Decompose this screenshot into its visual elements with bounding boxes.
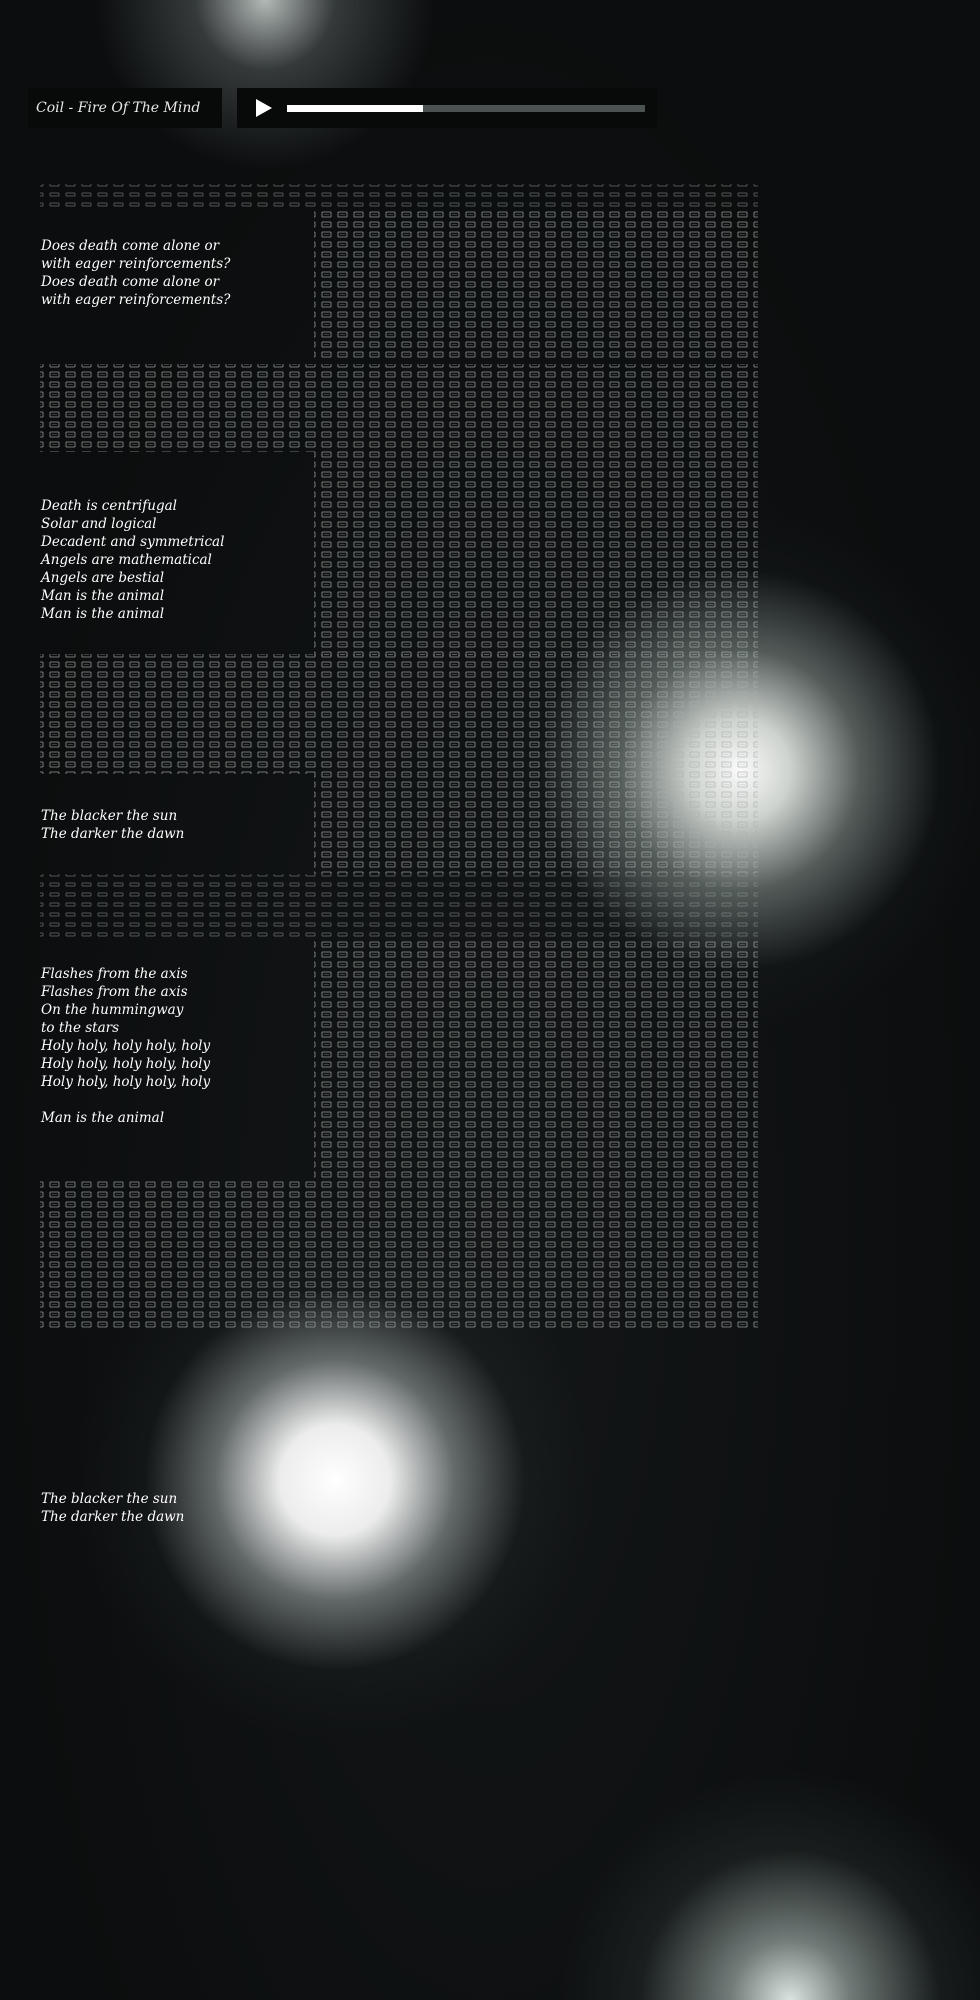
- lyric-line: to the stars: [41, 1020, 120, 1036]
- lyric-line: Does death come alone or: [41, 274, 220, 290]
- lyric-line: Flashes from the axis: [41, 966, 188, 982]
- player-controls: [237, 88, 657, 128]
- lyric-line: Angels are bestial: [41, 570, 165, 586]
- lyrics-stanza-3: [41, 807, 184, 843]
- lyric-line: Does death come alone or: [41, 238, 220, 254]
- lyric-line: with eager reinforcements?: [41, 292, 231, 308]
- lyric-line: with eager reinforcements?: [41, 256, 231, 272]
- lyrics-stanza-5: [41, 1490, 184, 1526]
- play-button[interactable]: [251, 96, 275, 120]
- glyph-blocks: [40, 184, 758, 1328]
- lyric-line: Man is the animal: [41, 588, 165, 604]
- lyric-line: Holy holy, holy holy, holy: [41, 1074, 211, 1090]
- lyric-line: Death is centrifugal: [41, 498, 177, 514]
- lyrics-stanza-2: [41, 497, 224, 623]
- lyric-line: Holy holy, holy holy, holy: [41, 1038, 211, 1054]
- progress-bar[interactable]: [287, 105, 645, 112]
- lyric-line: Man is the animal: [41, 606, 165, 622]
- lyric-line-spacer: [41, 1091, 210, 1109]
- lyric-line: Holy holy, holy holy, holy: [41, 1056, 211, 1072]
- lyric-line: The blacker the sun: [41, 808, 178, 824]
- lyric-line: The darker the dawn: [41, 1509, 185, 1525]
- lyric-line: Solar and logical: [41, 516, 157, 532]
- lyrics-stanza-1: [41, 237, 230, 309]
- lyric-line: Decadent and symmetrical: [41, 534, 225, 550]
- lyric-line: Angels are mathematical: [41, 552, 212, 568]
- audio-player: [0, 0, 980, 200]
- lyric-line: On the hummingway: [41, 1002, 184, 1018]
- track-title: Coil - Fire Of The Mind: [36, 100, 201, 116]
- lyric-line: The darker the dawn: [41, 826, 185, 842]
- lyric-line: Man is the animal: [41, 1110, 165, 1126]
- track-title-box: [28, 88, 222, 128]
- lyrics-stanza-4: [41, 965, 210, 1127]
- play-icon: [256, 99, 272, 117]
- progress-fill: [287, 105, 423, 112]
- lyric-line: Flashes from the axis: [41, 984, 188, 1000]
- lyric-line: The blacker the sun: [41, 1491, 178, 1507]
